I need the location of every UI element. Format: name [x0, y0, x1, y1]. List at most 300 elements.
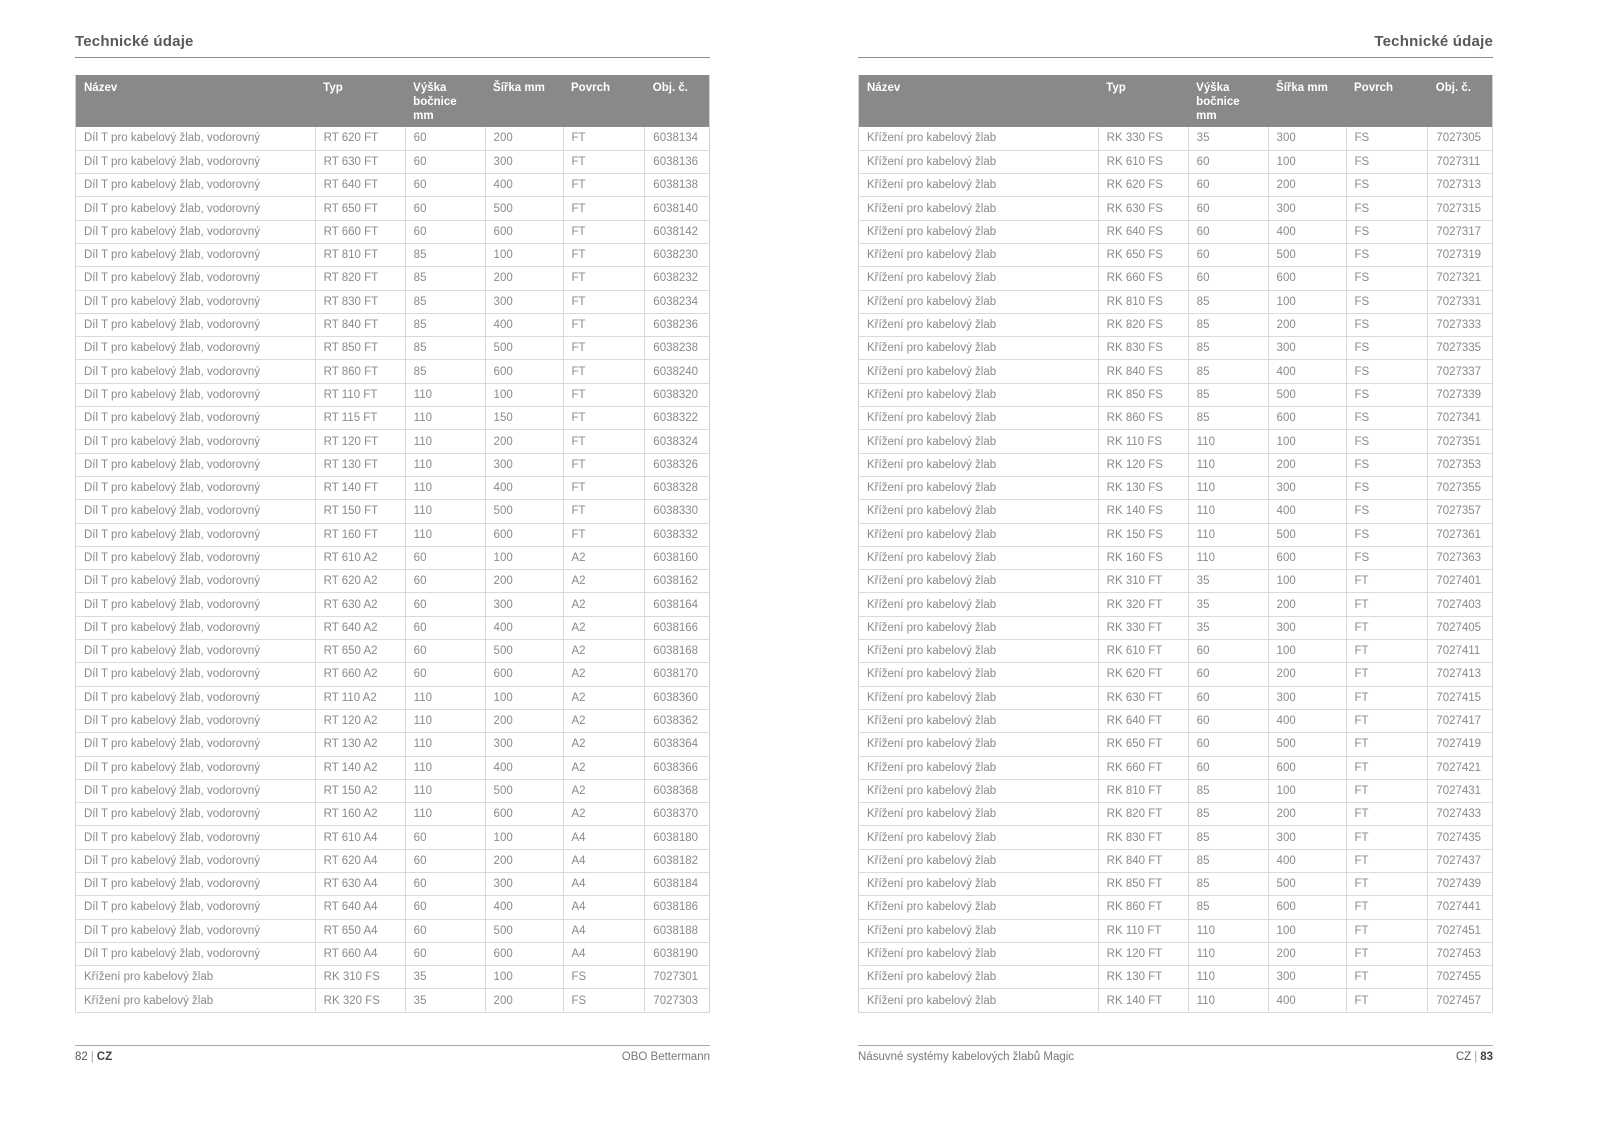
table-cell: Díl T pro kabelový žlab, vodorovný: [76, 826, 316, 849]
table-cell: FT: [563, 383, 645, 406]
table-cell: 60: [405, 663, 485, 686]
table-cell: 60: [405, 220, 485, 243]
table-cell: FS: [1346, 430, 1428, 453]
table-row: [859, 546, 1493, 569]
table-cell: Křížení pro kabelový žlab: [859, 779, 1099, 802]
table-cell: RK 860 FS: [1098, 407, 1188, 430]
table-cell: Díl T pro kabelový žlab, vodorovný: [76, 570, 316, 593]
table-cell: RT 110 FT: [315, 383, 405, 406]
table-cell: FS: [1346, 407, 1428, 430]
table-cell: 7027441: [1428, 896, 1493, 919]
table-cell: Křížení pro kabelový žlab: [859, 407, 1099, 430]
table-cell: Díl T pro kabelový žlab, vodorovný: [76, 407, 316, 430]
table-cell: FT: [563, 500, 645, 523]
table-row: [76, 174, 710, 197]
table-cell: FS: [1346, 476, 1428, 499]
table-row: [76, 290, 710, 313]
table-cell: A4: [563, 942, 645, 965]
table-header-row: [859, 75, 1493, 127]
table-cell: 6038142: [645, 220, 710, 243]
table-cell: 60: [1188, 640, 1268, 663]
table-cell: FT: [563, 267, 645, 290]
footer-separator: |: [1474, 1051, 1478, 1063]
page-title: Technické údaje: [1374, 33, 1493, 50]
table-cell: Křížení pro kabelový žlab: [859, 360, 1099, 383]
table-cell: FT: [1346, 849, 1428, 872]
table-cell: 60: [1188, 267, 1268, 290]
table-row: [859, 663, 1493, 686]
table-cell: RK 810 FT: [1098, 779, 1188, 802]
table-row: [859, 616, 1493, 639]
table-row: [76, 476, 710, 499]
table-row: [859, 733, 1493, 756]
table-cell: 600: [485, 803, 563, 826]
table-row: [859, 523, 1493, 546]
table-cell: RK 660 FS: [1098, 267, 1188, 290]
table-cell: RK 630 FS: [1098, 197, 1188, 220]
table-cell: Křížení pro kabelový žlab: [859, 989, 1099, 1012]
table-cell: 110: [405, 686, 485, 709]
table-cell: 85: [1188, 873, 1268, 896]
table-cell: RK 140 FS: [1098, 500, 1188, 523]
table-cell: RK 610 FT: [1098, 640, 1188, 663]
table-cell: 300: [1268, 127, 1346, 150]
table-row: [76, 686, 710, 709]
table-cell: Díl T pro kabelový žlab, vodorovný: [76, 593, 316, 616]
table-row: [76, 709, 710, 732]
table-cell: A4: [563, 849, 645, 872]
table-cell: 7027357: [1428, 500, 1493, 523]
table-cell: 400: [485, 756, 563, 779]
table-cell: Díl T pro kabelový žlab, vodorovný: [76, 174, 316, 197]
table-cell: 7027435: [1428, 826, 1493, 849]
table-cell: RT 130 A2: [315, 733, 405, 756]
table-cell: Křížení pro kabelový žlab: [76, 989, 316, 1012]
table-cell: 200: [1268, 313, 1346, 336]
table-cell: FT: [563, 127, 645, 150]
table-cell: RK 130 FT: [1098, 966, 1188, 989]
table-cell: 110: [1188, 989, 1268, 1012]
table-cell: 300: [1268, 826, 1346, 849]
column-header: Název: [76, 75, 316, 127]
table-cell: 110: [1188, 919, 1268, 942]
table-cell: RK 660 FT: [1098, 756, 1188, 779]
table-cell: FT: [563, 407, 645, 430]
table-cell: 500: [1268, 733, 1346, 756]
table-cell: A2: [563, 663, 645, 686]
table-cell: 6038320: [645, 383, 710, 406]
table-cell: 100: [485, 686, 563, 709]
table-cell: 300: [1268, 476, 1346, 499]
table-cell: 85: [1188, 896, 1268, 919]
table-cell: 85: [405, 360, 485, 383]
table-row: [859, 407, 1493, 430]
table-cell: 100: [485, 826, 563, 849]
table-cell: 110: [1188, 966, 1268, 989]
title-divider: [75, 57, 710, 58]
table-cell: Díl T pro kabelový žlab, vodorovný: [76, 663, 316, 686]
table-cell: FS: [1346, 127, 1428, 150]
table-cell: 6038170: [645, 663, 710, 686]
table-row: [859, 197, 1493, 220]
brand-name: OBO Bettermann: [621, 1051, 710, 1063]
table-cell: 300: [485, 453, 563, 476]
table-cell: 6038162: [645, 570, 710, 593]
table-cell: FT: [1346, 709, 1428, 732]
table-row: [859, 779, 1493, 802]
table-cell: FT: [1346, 989, 1428, 1012]
table-row: [76, 383, 710, 406]
table-cell: Křížení pro kabelový žlab: [859, 873, 1099, 896]
table-row: [76, 826, 710, 849]
table-row: [859, 267, 1493, 290]
table-cell: 500: [485, 337, 563, 360]
table-cell: Díl T pro kabelový žlab, vodorovný: [76, 640, 316, 663]
table-row: [859, 873, 1493, 896]
page-right-footer: [858, 1051, 1493, 1063]
table-cell: RT 860 FT: [315, 360, 405, 383]
table-cell: 7027439: [1428, 873, 1493, 896]
table-cell: 60: [405, 127, 485, 150]
table-cell: 6038184: [645, 873, 710, 896]
table-row: [76, 523, 710, 546]
table-cell: RT 660 FT: [315, 220, 405, 243]
table-cell: Díl T pro kabelový žlab, vodorovný: [76, 756, 316, 779]
table-cell: Díl T pro kabelový žlab, vodorovný: [76, 709, 316, 732]
column-header: Šířka mm: [485, 75, 563, 127]
table-cell: RT 650 A2: [315, 640, 405, 663]
column-header: Povrch: [1346, 75, 1428, 127]
table-row: [76, 220, 710, 243]
column-header: Výška bočnice mm: [1188, 75, 1268, 127]
table-cell: RK 620 FS: [1098, 174, 1188, 197]
table-cell: 35: [1188, 616, 1268, 639]
table-header: [859, 75, 1493, 127]
column-header: Typ: [315, 75, 405, 127]
table-row: [76, 453, 710, 476]
table-cell: 7027451: [1428, 919, 1493, 942]
table-cell: RT 150 FT: [315, 500, 405, 523]
table-cell: 400: [1268, 500, 1346, 523]
table-cell: Díl T pro kabelový žlab, vodorovný: [76, 313, 316, 336]
table-cell: 60: [405, 593, 485, 616]
table-cell: RK 320 FS: [315, 989, 405, 1012]
table-cell: FT: [563, 174, 645, 197]
table-cell: Křížení pro kabelový žlab: [859, 523, 1099, 546]
table-cell: FS: [1346, 150, 1428, 173]
table-cell: 150: [485, 407, 563, 430]
table-row: [859, 826, 1493, 849]
table-row: [76, 267, 710, 290]
table-cell: FT: [1346, 686, 1428, 709]
table-row: [76, 733, 710, 756]
table-cell: 60: [405, 873, 485, 896]
table-cell: 6038328: [645, 476, 710, 499]
table-cell: RK 610 FS: [1098, 150, 1188, 173]
table-cell: FT: [1346, 779, 1428, 802]
table-cell: 60: [1188, 686, 1268, 709]
table-cell: 6038230: [645, 243, 710, 266]
table-cell: 7027361: [1428, 523, 1493, 546]
table-cell: 400: [1268, 360, 1346, 383]
table-cell: 85: [1188, 779, 1268, 802]
table-row: [76, 243, 710, 266]
table-row: [859, 966, 1493, 989]
table-cell: 60: [405, 640, 485, 663]
table-cell: RT 640 FT: [315, 174, 405, 197]
table-row: [859, 709, 1493, 732]
table-cell: FS: [1346, 383, 1428, 406]
column-header: Obj. č.: [645, 75, 710, 127]
table-row: [859, 803, 1493, 826]
table-cell: 6038370: [645, 803, 710, 826]
table-cell: RT 610 A4: [315, 826, 405, 849]
table-cell: 85: [405, 290, 485, 313]
table-cell: 500: [485, 779, 563, 802]
table-cell: Díl T pro kabelový žlab, vodorovný: [76, 873, 316, 896]
table-cell: 35: [405, 966, 485, 989]
table-cell: 60: [1188, 733, 1268, 756]
table-cell: FT: [1346, 826, 1428, 849]
table-cell: Křížení pro kabelový žlab: [859, 546, 1099, 569]
table-cell: RK 820 FS: [1098, 313, 1188, 336]
table-cell: Díl T pro kabelový žlab, vodorovný: [76, 290, 316, 313]
table-cell: RK 850 FS: [1098, 383, 1188, 406]
title-divider: [858, 57, 1493, 58]
table-cell: 200: [1268, 593, 1346, 616]
table-cell: 100: [485, 966, 563, 989]
table-cell: RT 630 A4: [315, 873, 405, 896]
column-header: Výška bočnice mm: [405, 75, 485, 127]
table-row: [76, 966, 710, 989]
table-cell: 110: [405, 476, 485, 499]
table-cell: 7027311: [1428, 150, 1493, 173]
table-cell: Křížení pro kabelový žlab: [859, 383, 1099, 406]
table-row: [859, 127, 1493, 150]
table-cell: A2: [563, 570, 645, 593]
table-cell: RK 310 FS: [315, 966, 405, 989]
table-cell: Křížení pro kabelový žlab: [859, 476, 1099, 499]
table-cell: Křížení pro kabelový žlab: [859, 919, 1099, 942]
table-cell: 6038326: [645, 453, 710, 476]
table-cell: 100: [1268, 640, 1346, 663]
table-cell: 200: [1268, 942, 1346, 965]
table-row: [76, 150, 710, 173]
table-cell: 7027411: [1428, 640, 1493, 663]
table-cell: FT: [563, 476, 645, 499]
table-row: [76, 127, 710, 150]
table-cell: 500: [485, 197, 563, 220]
table-cell: 6038134: [645, 127, 710, 150]
table-cell: Křížení pro kabelový žlab: [859, 640, 1099, 663]
table-cell: 7027417: [1428, 709, 1493, 732]
table-cell: RK 840 FT: [1098, 849, 1188, 872]
table-cell: 7027341: [1428, 407, 1493, 430]
table-cell: 6038188: [645, 919, 710, 942]
table-cell: FT: [563, 453, 645, 476]
table-cell: 60: [405, 546, 485, 569]
table-cell: A2: [563, 616, 645, 639]
table-cell: 85: [405, 313, 485, 336]
table-cell: 300: [1268, 616, 1346, 639]
table-cell: FS: [1346, 337, 1428, 360]
table-cell: RT 130 FT: [315, 453, 405, 476]
table-cell: 200: [485, 989, 563, 1012]
table-cell: 85: [1188, 383, 1268, 406]
table-cell: 85: [405, 243, 485, 266]
table-cell: 60: [405, 570, 485, 593]
table-cell: 7027401: [1428, 570, 1493, 593]
table-row: [859, 220, 1493, 243]
table-cell: FS: [1346, 313, 1428, 336]
table-cell: 300: [1268, 686, 1346, 709]
table-row: [76, 593, 710, 616]
table-cell: FT: [1346, 896, 1428, 919]
table-cell: 400: [1268, 989, 1346, 1012]
table-cell: 500: [485, 640, 563, 663]
table-row: [859, 686, 1493, 709]
table-cell: 100: [485, 243, 563, 266]
table-cell: 200: [485, 267, 563, 290]
table-cell: 85: [1188, 337, 1268, 360]
table-cell: 600: [485, 360, 563, 383]
table-cell: Křížení pro kabelový žlab: [859, 243, 1099, 266]
table-cell: RK 850 FT: [1098, 873, 1188, 896]
table-row: [859, 989, 1493, 1012]
table-cell: RK 820 FT: [1098, 803, 1188, 826]
technical-data-table-right: [858, 75, 1493, 1013]
table-cell: 110: [1188, 523, 1268, 546]
table-cell: Díl T pro kabelový žlab, vodorovný: [76, 896, 316, 919]
table-row: [76, 663, 710, 686]
table-cell: 200: [485, 849, 563, 872]
footer-separator: |: [90, 1051, 94, 1063]
table-row: [859, 430, 1493, 453]
table-cell: Křížení pro kabelový žlab: [859, 826, 1099, 849]
column-header: Obj. č.: [1428, 75, 1493, 127]
table-cell: 110: [405, 733, 485, 756]
table-row: [859, 383, 1493, 406]
table-cell: Křížení pro kabelový žlab: [859, 686, 1099, 709]
table-row: [76, 407, 710, 430]
table-row: [859, 453, 1493, 476]
table-cell: RT 830 FT: [315, 290, 405, 313]
table-cell: FT: [1346, 570, 1428, 593]
table-cell: 7027405: [1428, 616, 1493, 639]
table-cell: RT 160 FT: [315, 523, 405, 546]
table-cell: 110: [405, 523, 485, 546]
table-cell: RT 150 A2: [315, 779, 405, 802]
table-row: [859, 570, 1493, 593]
table-cell: Křížení pro kabelový žlab: [859, 313, 1099, 336]
table-cell: FT: [1346, 756, 1428, 779]
table-cell: 6038136: [645, 150, 710, 173]
table-cell: A2: [563, 709, 645, 732]
table-cell: 7027303: [645, 989, 710, 1012]
table-cell: 60: [1188, 150, 1268, 173]
footer-divider: [75, 1045, 710, 1046]
table-cell: RT 660 A4: [315, 942, 405, 965]
table-row: [76, 779, 710, 802]
table-row: [76, 640, 710, 663]
column-header: Šířka mm: [1268, 75, 1346, 127]
table-cell: A2: [563, 593, 645, 616]
page-title: Technické údaje: [75, 33, 194, 50]
table-cell: 85: [1188, 360, 1268, 383]
table-cell: 6038164: [645, 593, 710, 616]
table-cell: 35: [1188, 593, 1268, 616]
table-cell: 6038238: [645, 337, 710, 360]
table-cell: 7027455: [1428, 966, 1493, 989]
table-cell: FS: [1346, 453, 1428, 476]
table-cell: RK 150 FS: [1098, 523, 1188, 546]
table-cell: 110: [405, 453, 485, 476]
table-cell: 7027339: [1428, 383, 1493, 406]
table-row: [76, 756, 710, 779]
table-cell: RK 110 FT: [1098, 919, 1188, 942]
table-cell: Díl T pro kabelový žlab, vodorovný: [76, 686, 316, 709]
table-cell: 600: [485, 523, 563, 546]
table-cell: FT: [563, 430, 645, 453]
table-cell: 85: [405, 337, 485, 360]
table-cell: 60: [1188, 174, 1268, 197]
table-cell: Křížení pro kabelový žlab: [859, 849, 1099, 872]
table-cell: RT 630 FT: [315, 150, 405, 173]
table-cell: 7027403: [1428, 593, 1493, 616]
table-cell: Díl T pro kabelový žlab, vodorovný: [76, 616, 316, 639]
table-row: [76, 360, 710, 383]
table-cell: 100: [485, 546, 563, 569]
table-cell: 6038140: [645, 197, 710, 220]
table-cell: 100: [1268, 290, 1346, 313]
table-cell: 400: [1268, 220, 1346, 243]
table-cell: 7027421: [1428, 756, 1493, 779]
table-cell: RK 330 FT: [1098, 616, 1188, 639]
table-cell: Díl T pro kabelový žlab, vodorovný: [76, 383, 316, 406]
table-cell: 85: [1188, 313, 1268, 336]
table-cell: Díl T pro kabelový žlab, vodorovný: [76, 197, 316, 220]
table-cell: RK 160 FS: [1098, 546, 1188, 569]
table-cell: 100: [485, 383, 563, 406]
table-cell: RK 650 FT: [1098, 733, 1188, 756]
table-cell: FT: [563, 197, 645, 220]
table-cell: 600: [485, 942, 563, 965]
table-cell: Křížení pro kabelový žlab: [859, 616, 1099, 639]
table-cell: 7027413: [1428, 663, 1493, 686]
table-cell: 60: [405, 849, 485, 872]
table-cell: 85: [1188, 803, 1268, 826]
table-cell: 400: [1268, 849, 1346, 872]
table-cell: Křížení pro kabelový žlab: [859, 127, 1099, 150]
table-cell: 110: [405, 383, 485, 406]
table-cell: FT: [1346, 966, 1428, 989]
table-cell: FT: [1346, 873, 1428, 896]
table-cell: 35: [1188, 570, 1268, 593]
table-cell: RK 130 FS: [1098, 476, 1188, 499]
table-cell: 6038332: [645, 523, 710, 546]
table-cell: 60: [1188, 756, 1268, 779]
table-cell: Díl T pro kabelový žlab, vodorovný: [76, 220, 316, 243]
table-row: [859, 476, 1493, 499]
table-cell: 100: [1268, 150, 1346, 173]
table-cell: FS: [1346, 197, 1428, 220]
table-cell: 6038362: [645, 709, 710, 732]
table-cell: Díl T pro kabelový žlab, vodorovný: [76, 849, 316, 872]
table-cell: Křížení pro kabelový žlab: [859, 197, 1099, 220]
table-body: [76, 127, 710, 1012]
table-cell: Křížení pro kabelový žlab: [859, 663, 1099, 686]
table-cell: 7027317: [1428, 220, 1493, 243]
